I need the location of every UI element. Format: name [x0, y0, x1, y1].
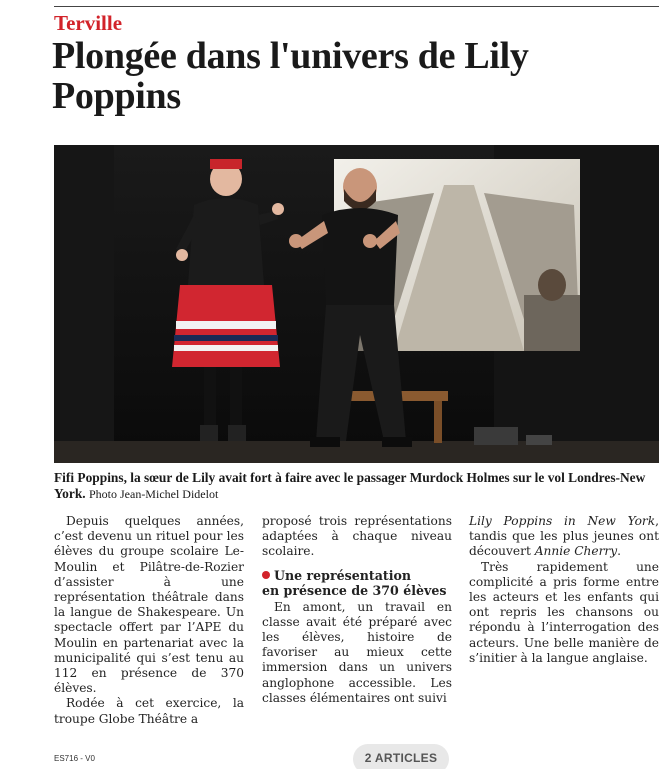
paragraph-4: Très rapidement une complicité a pris forme entre les acteurs et les enfants qui ont repris les chansons ou répondu à l’interrogation des acteurs. Une belle manière de s’initier à la langue anglaise.	[469, 559, 659, 665]
article-column-3	[469, 514, 659, 666]
photo-caption	[54, 470, 659, 502]
subhead-line-2: en présence de 370 élèves	[262, 582, 447, 598]
paragraph-3-continued	[469, 514, 659, 560]
articles-button[interactable]: 2 ARTICLES	[353, 744, 449, 769]
paragraph-3-start: En amont, un travail en classe avait été préparé avec les élèves, histoire de favoriser au mieux cette immersion dans un univers anglophone accessible. Les classes élémentaires ont suivi	[262, 599, 452, 705]
subhead	[262, 568, 452, 598]
show-title-2: Annie Cherry	[534, 544, 618, 559]
show-title-1: Lily Poppins in New York	[469, 514, 656, 528]
paragraph-1: Depuis quelques années, c’est devenu un rituel pour les élèves du groupe scolaire Le-Moulin et Pilâtre-de-Rozier d’assister à une représentation théâtrale dans la langue de Shakespeare. Un spectacle offert par l’APE du Moulin en partenariat avec la municipalité qui s’est tenu au 112 en présence de 370 élèves.	[54, 514, 244, 696]
article-photo	[54, 145, 659, 463]
headline: Plongée dans l'univers de Lily Poppins	[52, 35, 529, 117]
paragraph-2-continued: proposé trois représentations adaptées à chaque niveau scolaire.	[262, 514, 452, 559]
paragraph-2: Rodée à cet exercice, la troupe Globe Théâtre a	[54, 696, 244, 726]
photo-credit: Photo Jean-Michel Didelot	[88, 487, 219, 501]
top-rule	[54, 6, 659, 7]
article-column-2	[262, 514, 452, 706]
subhead-line-1: Une représentation	[274, 567, 412, 583]
paragraph-3-mid: , tandis que les plus jeunes ont découvert	[469, 514, 659, 559]
paragraph-3	[262, 600, 452, 706]
caption-text: Fifi Poppins, la sœur de Lily avait fort à faire avec le passager Murdock Holmes sur le vol Londres-New York.	[54, 470, 646, 501]
bullet-dot-icon	[262, 571, 270, 579]
article-column-1	[54, 514, 244, 727]
edition-code: ES716 - V0	[54, 754, 95, 763]
kicker-location: Terville	[54, 11, 123, 35]
paragraph-3-end: .	[617, 544, 622, 559]
